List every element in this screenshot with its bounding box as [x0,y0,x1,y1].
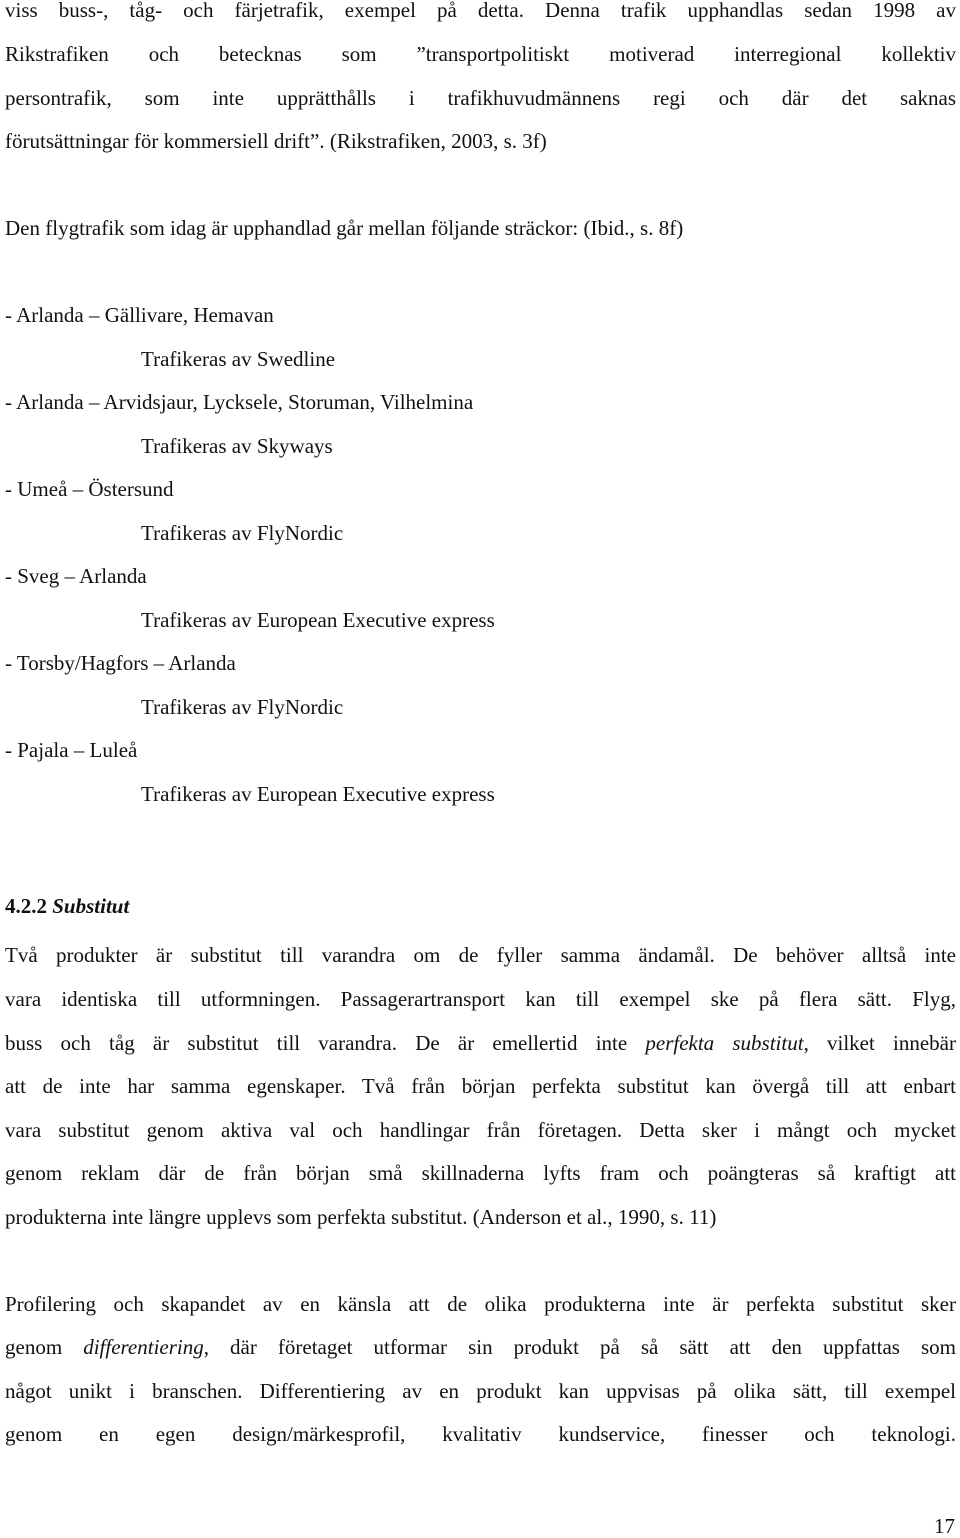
profilering-line-1: Profilering och skapandet av en känsla att de olika produkterna inte är perfekta substitut sker [5,1292,956,1316]
substitut-line-6: genom reklam där de från början små skillnaderna lyfts fram och poängteras så kraftigt att [5,1161,956,1185]
intro-line-3: persontrafik, som inte upprätthålls i trafikhuvudmännens regi och där det saknas [5,86,956,110]
flight-intro: Den flygtrafik som idag är upphandlad går mellan följande sträckor: (Ibid., s. 8f) [5,216,684,240]
profilering-line-2 [5,1337,956,1358]
route-operator: Trafikeras av Skyways [141,434,333,458]
page-number: 17 [934,1514,955,1538]
substitut-line-1: Två produkter är substitut till varandra om de fyller samma ändamål. De behöver alltså inte [5,943,956,967]
route-operator: Trafikeras av FlyNordic [141,521,344,545]
profilering-line-2-text-end: , där företaget utformar sin produkt på så sätt att den uppfattas som [203,1335,956,1359]
route-item: - Arlanda – Arvidsjaur, Lycksele, Storuman, Vilhelmina [5,390,474,414]
substitut-line-3 [5,1033,956,1054]
route-operator: Trafikeras av Swedline [141,347,336,371]
section-title: Substitut [52,894,130,918]
intro-line-1: viss buss-, tåg- och färjetrafik, exempel på detta. Denna trafik upphandlas sedan 1998 av [5,0,956,22]
section-heading [5,896,129,917]
substitut-line-4: att de inte har samma egenskaper. Två från början perfekta substitut kan övergå till att enbart [5,1074,956,1098]
substitut-line-2: vara identiska till utformningen. Passagerartransport kan till exempel ske på flera sätt. Flyg, [5,987,956,1011]
route-operator: Trafikeras av European Executive express [141,782,495,806]
route-item: - Pajala – Luleå [5,738,138,762]
route-operator: Trafikeras av FlyNordic [141,695,344,719]
profilering-line-4: genom en egen design/märkesprofil, kvalitativ kundservice, finesser och teknologi. [5,1422,956,1446]
substitut-line-7: produkterna inte längre upplevs som perfekta substitut. (Anderson et al., 1990, s. 11) [5,1205,717,1229]
intro-line-2: Rikstrafiken och betecknas som ”transportpolitiskt motiverad interregional kollektiv [5,42,956,66]
emphasis-differentiering: differentiering [83,1335,204,1359]
route-operator: Trafikeras av European Executive express [141,608,495,632]
profilering-line-3: något unikt i branschen. Differentiering av en produkt kan uppvisas på olika sätt, till exempel [5,1379,956,1403]
intro-line-4: förutsättningar för kommersiell drift”. (Rikstrafiken, 2003, s. 3f) [5,129,547,153]
emphasis-perfekta-substitut: perfekta substitut [645,1031,804,1055]
substitut-line-5: vara substitut genom aktiva val och handlingar från företagen. Detta sker i mångt och mycket [5,1118,956,1142]
route-item: - Sveg – Arlanda [5,564,147,588]
profilering-line-2-text: genom [5,1335,84,1359]
route-item: - Arlanda – Gällivare, Hemavan [5,303,274,327]
substitut-line-3-text: buss och tåg är substitut till varandra. De är emellertid inte [5,1031,646,1055]
section-number: 4.2.2 [5,894,47,918]
substitut-line-3-text-end: , vilket innebär [803,1031,956,1055]
route-item: - Torsby/Hagfors – Arlanda [5,651,236,675]
route-item: - Umeå – Östersund [5,477,174,501]
